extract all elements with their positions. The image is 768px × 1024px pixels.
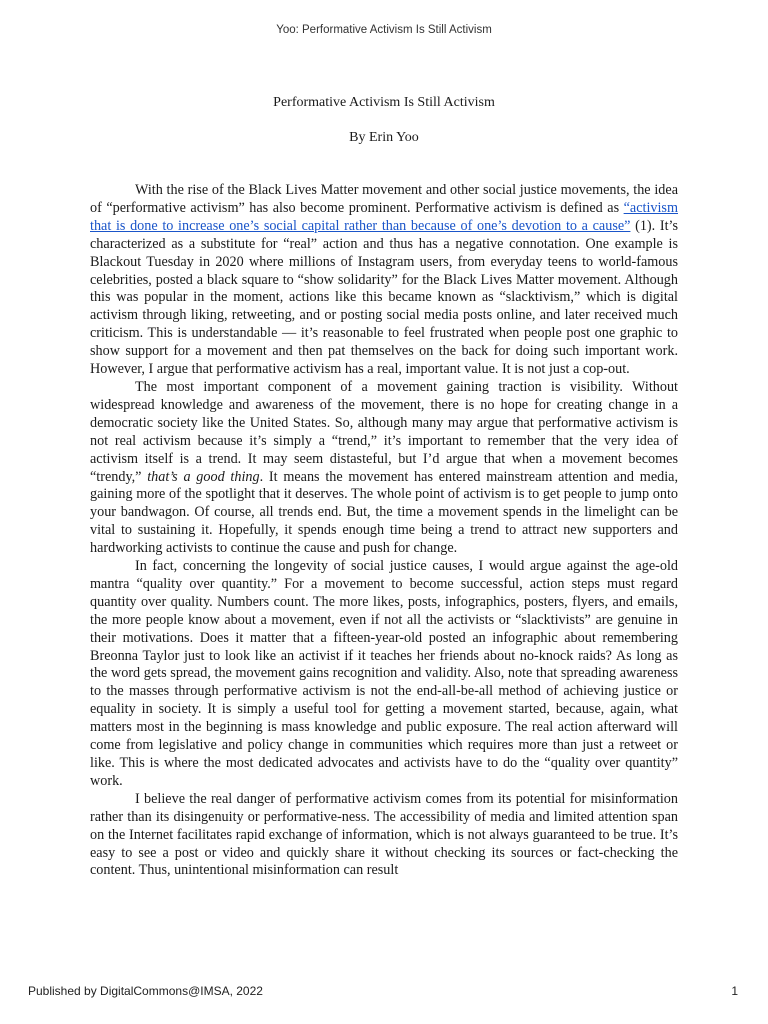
paragraph-2-rest: . It means the movement has entered mainstream attention and media, gaining more of the spotlight that it deserves. The whole point of activism is to get people to jump onto your bandwagon. Of course, all trends end. But, the time a movement spends in the limelight can be vital to sustaining it. Hopefully, it spends enough time being a trend to attract new supporters and hardworking activists to continue the cause and push for change. [90, 468, 678, 557]
article-byline: By Erin Yoo [349, 130, 419, 145]
article-body [90, 182, 678, 880]
paragraph-2 [90, 379, 678, 558]
definition-link[interactable]: “activism that is done to increase one’s social capital rather than because of one’s devotion to a cause” [90, 199, 678, 234]
paragraph-1 [90, 182, 678, 379]
paragraph-1-rest: (1). It’s characterized as a substitute for “real” action and thus has a negative connotation. One example is Blackout Tuesday in 2020 where millions of Instagram users, from everyday teens to world-famous celebrities, posted a black square to “show solidarity” for the Black Lives Matter movement. Although this was popular in the moment, actions like this became known as “slacktivism,” which is digital activism through liking, retweeting, and or posting social media posts online, and later received much criticism. This is understandable — it’s reasonable to feel frustrated when people post one graphic to show support for a movement and then pat themselves on the back for doing such important work. However, I argue that performative activism has a real, important value. It is not just a cop-out. [90, 217, 679, 378]
paragraph-2-lead: The most important component of a movement gaining traction is visibility. Without widespread knowledge and awareness of the movement, there is no hope for creating change in a democratic society like the United States. So, although many may argue that performative activism is not real activism because it’s simply a “trend,” it’s important to remember that the very idea of activism itself is a trend. It may seem distasteful, but I’d argue that when a movement becomes “trendy,” [90, 378, 678, 485]
page-number: 1 [731, 984, 738, 998]
paragraph-2-emphasis: that’s a good thing [147, 468, 260, 485]
running-header: Yoo: Performative Activism Is Still Activism [276, 24, 492, 36]
paragraph-1-lead: With the rise of the Black Lives Matter movement and other social justice movements, the idea of “performative activism” has also become prominent. Performative activism is defined as [90, 182, 678, 216]
paragraph-3: In fact, concerning the longevity of social justice causes, I would argue against the age-old mantra “quality over quantity.” For a movement to become successful, action steps must regard quantity over quality. Numbers count. The more likes, posts, infographics, posters, flyers, and emails, the more people know about a movement, even if not all the activists or “slacktivists” are genuine in their motivations. Does it matter that a fifteen-year-old posted an infographic about remembering Breonna Taylor just to look like an activist if it teaches her friends about no-knock raids? As long as the word gets spread, the movement gains recognition and validity. Also, note that spreading awareness to the masses through performative activism is not the end-all-be-all method of achieving justice or equality in society. It is simply a useful tool for getting a movement started, because, again, what matters most in the beginning is mass knowledge and public exposure. The real action afterward will come from legislative and policy change in communities which requires more than just a retweet or like. This is where the most dedicated advocates and activists have to do the “quality over quantity” work. [90, 558, 678, 789]
article-title: Performative Activism Is Still Activism [273, 95, 495, 110]
publisher-footer: Published by DigitalCommons@IMSA, 2022 [28, 984, 263, 998]
paragraph-4: I believe the real danger of performative activism comes from its potential for misinformation rather than its disingenuity or performative-ness. The accessibility of media and limited attention span on the Internet facilitates rapid exchange of information, which is not always guaranteed to be true. It’s easy to see a post or video and quickly share it without checking its sources or fact-checking the content. Thus, unintentional misinformation can result [90, 790, 678, 879]
